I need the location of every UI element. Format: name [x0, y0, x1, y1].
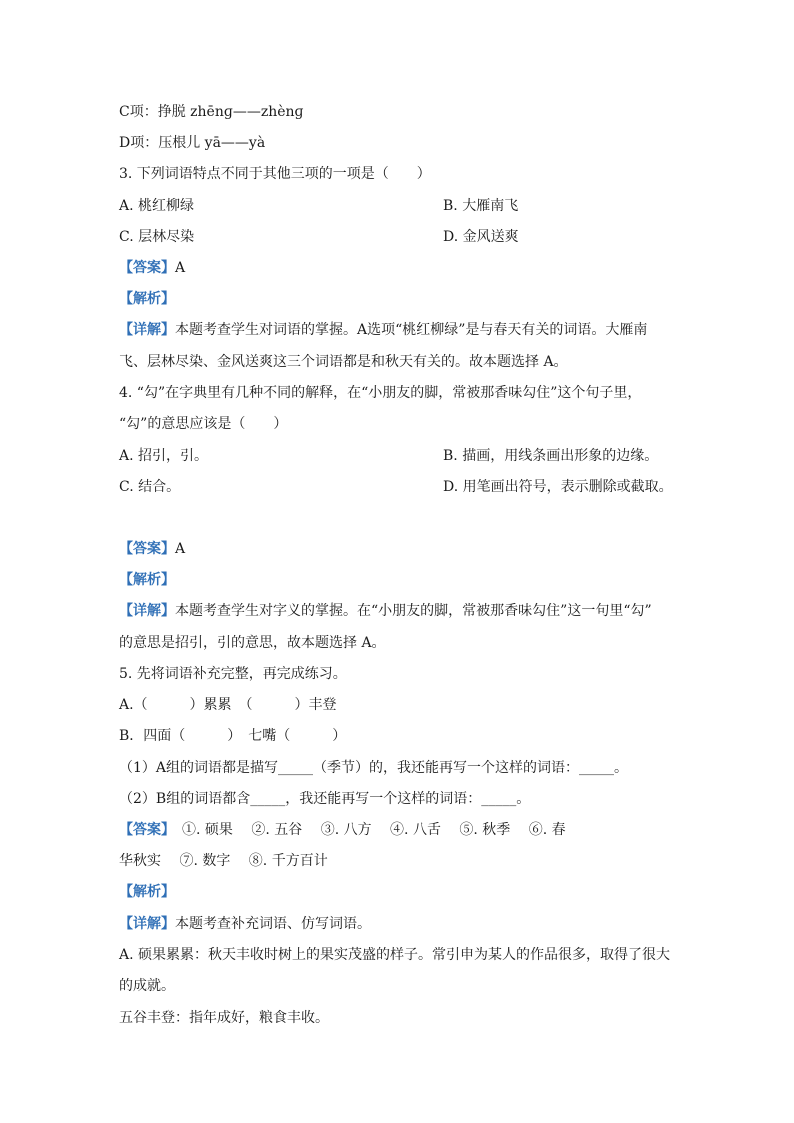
question-5: 5. 先将词语补充完整，再完成练习。: [119, 666, 347, 682]
q5-detail-2: 的成就。: [119, 978, 175, 994]
q3-option-b: B. 大雁南飞: [443, 198, 519, 214]
q5-group-b: B．四面（ ） 七嘴（ ）: [119, 728, 347, 744]
q4-option-c: C. 结合。: [119, 479, 181, 495]
q3-answer: [119, 258, 185, 278]
detail-text: 本题考查补充词语、仿写词语。: [175, 916, 371, 932]
answer-tag: 【答案】: [119, 822, 168, 838]
q3-option-d: D. 金风送爽: [443, 229, 519, 245]
q3-analysis-tag: [119, 289, 175, 309]
answer-tag: 【答案】: [119, 260, 175, 276]
q5-subquestion-1: （1）A组的词语都是描写_____（季节）的，我还能再写一个这样的词语：_____。: [119, 760, 629, 776]
q4-analysis-tag: [119, 570, 175, 590]
q5-answer-1: [119, 820, 566, 840]
q3-option-a: A. 桃红柳绿: [119, 198, 195, 214]
answer-value: A: [175, 541, 186, 557]
q5-answer-2: 华秋实 ⑦. 数字 ⑧. 千方百计: [119, 853, 328, 869]
answer-value: A: [175, 260, 186, 276]
detail-tag: 【详解】: [119, 603, 175, 619]
question-4-line-2: “勾”的意思应该是（ ）: [119, 416, 288, 432]
option-d-text: D项：压根儿 yā——yà: [119, 135, 266, 151]
q4-option-a: A. 招引，引。: [119, 448, 209, 464]
q5-detail-3: 五谷丰登：指年成好，粮食丰收。: [119, 1010, 329, 1026]
q5-detail-1: A. 硕果累累：秋天丰收时树上的果实茂盛的样子。常引申为某人的作品很多，取得了很大: [119, 947, 671, 963]
detail-text: 本题考查学生对字义的掌握。在“小朋友的脚，常被那香味勾住”这一句里“勾”: [175, 603, 652, 619]
q3-option-c: C. 层林尽染: [119, 229, 195, 245]
q3-detail-2: 飞、层林尽染、金风送爽这三个词语都是和秋天有关的。故本题选择 A。: [119, 354, 568, 370]
answer-tag: 【答案】: [119, 541, 175, 557]
q4-answer: [119, 539, 185, 559]
q5-detail-head: [119, 914, 371, 934]
answer-value: ①. 硕果 ②. 五谷 ③. 八方 ④. 八舌 ⑤. 秋季 ⑥. 春: [168, 822, 566, 838]
detail-text: 本题考查学生对词语的掌握。A选项“桃红柳绿”是与春天有关的词语。大雁南: [175, 322, 648, 338]
q5-group-a: A.（ ）累累 （ ）丰登: [119, 697, 337, 713]
analysis-tag: 【解析】: [119, 291, 175, 307]
detail-tag: 【详解】: [119, 916, 175, 932]
q4-detail-2: 的意思是招引，引的意思，故本题选择 A。: [119, 635, 386, 651]
analysis-tag: 【解析】: [119, 884, 175, 900]
question-3: 3. 下列词语特点不同于其他三项的一项是（ ）: [119, 166, 431, 182]
q5-subquestion-2: （2）B组的词语都含_____，我还能再写一个这样的词语：_____。: [119, 791, 531, 807]
q5-analysis-tag: [119, 882, 175, 902]
q4-option-b: B. 描画，用线条画出形象的边缘。: [443, 448, 659, 464]
q3-detail-1: [119, 320, 647, 340]
question-4-line-1: 4. “勾”在字典里有几种不同的解释，在“小朋友的脚，常被那香味勾住”这个句子里，: [119, 385, 642, 401]
analysis-tag: 【解析】: [119, 572, 175, 588]
q4-option-d: D. 用笔画出符号，表示删除或截取。: [443, 479, 673, 495]
q4-detail-1: [119, 601, 652, 621]
detail-tag: 【详解】: [119, 322, 175, 338]
option-c-text: C项：挣脱 zhēnɡ——zhènɡ: [119, 104, 304, 120]
